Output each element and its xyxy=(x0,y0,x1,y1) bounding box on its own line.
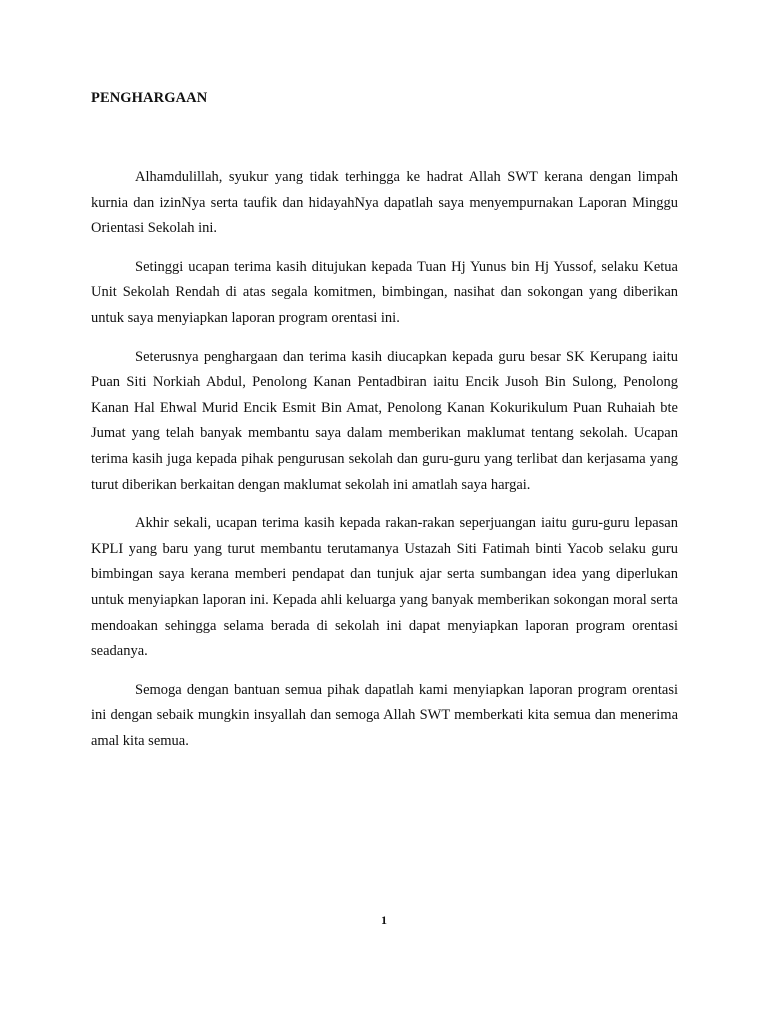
document-body xyxy=(91,165,678,767)
paragraph-3: Seterusnya penghargaan dan terima kasih diucapkan kepada guru besar SK Kerupang iaitu Puan Siti Norkiah Abdul, Penolong Kanan Pentadbiran iaitu Encik Jusoh Bin Sulong, Penolong Kanan Hal Ehwal Murid Encik Esmit Bin Amat, Penolong Kanan Kokurikulum Puan Ruhaiah bte Jumat yang telah banyak membantu saya dalam memberikan maklumat tentang sekolah. Ucapan terima kasih juga kepada pihak pengurusan sekolah dan guru-guru yang terlibat dan kerjasama yang turut diberikan berkaitan dengan maklumat sekolah ini amatlah saya hargai. xyxy=(91,348,678,493)
paragraph-1: Alhamdulillah, syukur yang tidak terhingga ke hadrat Allah SWT kerana dengan limpah kurnia dan izinNya serta taufik dan hidayahNya dapatlah saya menyempurnakan Laporan Minggu Orientasi Sekolah ini. xyxy=(91,169,678,237)
paragraph-4: Akhir sekali, ucapan terima kasih kepada rakan-rakan seperjuangan iaitu guru-guru lepasan KPLI yang baru yang turut membantu terutamanya Ustazah Siti Fatimah binti Yacob selaku guru bimbingan saya kerana memberi pendapat dan tunjuk ajar serta sumbangan idea yang diperlukan untuk menyiapkan laporan ini. Kepada ahli keluarga yang banyak memberikan sokongan moral serta mendoakan sehingga selama berada di sekolah ini dapat menyiapkan laporan program orentasi seadanya. xyxy=(91,515,678,660)
page-title: PENGHARGAAN xyxy=(91,90,208,106)
page-number: 1 xyxy=(381,913,387,927)
paragraph-2: Setinggi ucapan terima kasih ditujukan kepada Tuan Hj Yunus bin Hj Yussof, selaku Ketua Unit Sekolah Rendah di atas segala komitmen, bimbingan, nasihat dan sokongan yang diberikan untuk saya menyiapkan laporan program orentasi ini. xyxy=(91,258,678,326)
paragraph-5: Semoga dengan bantuan semua pihak dapatlah kami menyiapkan laporan program orentasi ini dengan sebaik mungkin insyallah dan semoga Allah SWT memberkati kita semua dan menerima amal kita semua. xyxy=(91,681,678,749)
